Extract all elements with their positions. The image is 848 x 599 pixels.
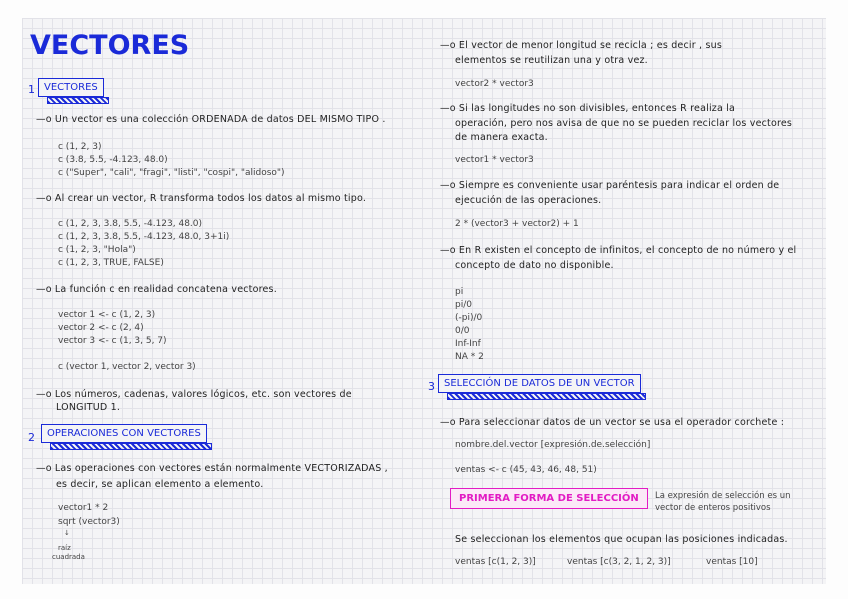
annotation: raíz: [58, 544, 71, 552]
bullet: —o En R existen el concepto de infinitos, el concepto de no número y el: [440, 245, 797, 256]
code-line: NA * 2: [455, 352, 484, 362]
code-line: vector 1 <- c (1, 2, 3): [58, 310, 156, 320]
code-line: 2 * (vector3 + vector2) + 1: [455, 219, 579, 229]
section-heading: VECTORES: [38, 78, 104, 97]
page-title: VECTORES: [30, 30, 190, 61]
section-number: 3: [428, 380, 435, 393]
code-line: pi: [455, 287, 464, 297]
code-line: 0/0: [455, 326, 470, 336]
section-heading: SELECCIÓN DE DATOS DE UN VECTOR: [438, 374, 641, 393]
bullet-cont: operación, pero nos avisa de que no se pueden reciclar los vectores: [455, 118, 793, 129]
code-line: (-pi)/0: [455, 313, 483, 323]
subheading-banner: PRIMERA FORMA DE SELECCIÓN: [450, 488, 648, 509]
code-line: c (1, 2, 3, 3.8, 5.5, -4.123, 48.0, 3+1i): [58, 232, 230, 242]
bullet: —o Los números, cadenas, valores lógicos, etc. son vectores de: [36, 389, 352, 400]
text: Se seleccionan los elementos que ocupan las posiciones indicadas.: [455, 534, 788, 545]
code-line: ventas [c(1, 2, 3)]: [455, 557, 536, 567]
note: vector de enteros positivos: [655, 503, 771, 513]
section-number: 2: [28, 431, 35, 444]
code-line: c (3.8, 5.5, -4.123, 48.0): [58, 155, 168, 165]
code-line: nombre.del.vector [expresión.de.selección]: [455, 440, 651, 450]
code-line: ventas <- c (45, 43, 46, 48, 51): [455, 465, 597, 475]
note: La expresión de selección es un: [655, 491, 791, 501]
bullet-cont: LONGITUD 1.: [56, 402, 121, 413]
code-line: ventas [c(3, 2, 1, 2, 3)]: [567, 557, 671, 567]
code-line: c (1, 2, 3, 3.8, 5.5, -4.123, 48.0): [58, 219, 203, 229]
code-line: c (1, 2, 3, "Hola"): [58, 245, 136, 255]
code-line: vector 3 <- c (1, 3, 5, 7): [58, 336, 167, 346]
bullet: —o Al crear un vector, R transforma todos los datos al mismo tipo.: [36, 193, 367, 204]
bullet-cont: ejecución de las operaciones.: [455, 195, 602, 206]
bullet: —o La función c en realidad concatena vectores.: [36, 284, 277, 295]
code-line: vector2 * vector3: [455, 79, 534, 89]
bullet: —o Para seleccionar datos de un vector se usa el operador corchete :: [440, 417, 785, 428]
code-line: vector 2 <- c (2, 4): [58, 323, 144, 333]
bullet: —o Las operaciones con vectores están normalmente VECTORIZADAS ,: [36, 463, 388, 474]
code-line: c (1, 2, 3): [58, 142, 102, 152]
annotation: cuadrada: [52, 553, 85, 561]
code-line: c (1, 2, 3, TRUE, FALSE): [58, 258, 164, 268]
code-line: pi/0: [455, 300, 472, 310]
bullet-cont: concepto de dato no disponible.: [455, 260, 614, 271]
bullet-cont: es decir, se aplican elemento a elemento.: [56, 479, 264, 490]
section-heading: OPERACIONES CON VECTORES: [41, 424, 207, 443]
code-line: sqrt (vector3): [58, 517, 120, 527]
bullet: —o Si las longitudes no son divisibles, entonces R realiza la: [440, 103, 736, 114]
code-line: c ("Super", "cali", "fragi", "listi", "cospi", "alidoso"): [58, 168, 285, 178]
code-line: Inf-Inf: [455, 339, 481, 349]
arrow-down-icon: ↓: [64, 529, 70, 537]
section-number: 1: [28, 83, 35, 96]
bullet-cont: de manera exacta.: [455, 132, 548, 143]
bullet: —o Un vector es una colección ORDENADA de datos DEL MISMO TIPO .: [36, 114, 386, 125]
code-line: c (vector 1, vector 2, vector 3): [58, 362, 196, 372]
code-line: ventas [10]: [706, 557, 758, 567]
bullet: —o El vector de menor longitud se recicla ; es decir , sus: [440, 40, 723, 51]
bullet: —o Siempre es conveniente usar paréntesis para indicar el orden de: [440, 180, 780, 191]
bullet-cont: elementos se reutilizan una y otra vez.: [455, 55, 648, 66]
code-line: vector1 * vector3: [455, 155, 534, 165]
code-line: vector1 * 2: [58, 503, 109, 513]
